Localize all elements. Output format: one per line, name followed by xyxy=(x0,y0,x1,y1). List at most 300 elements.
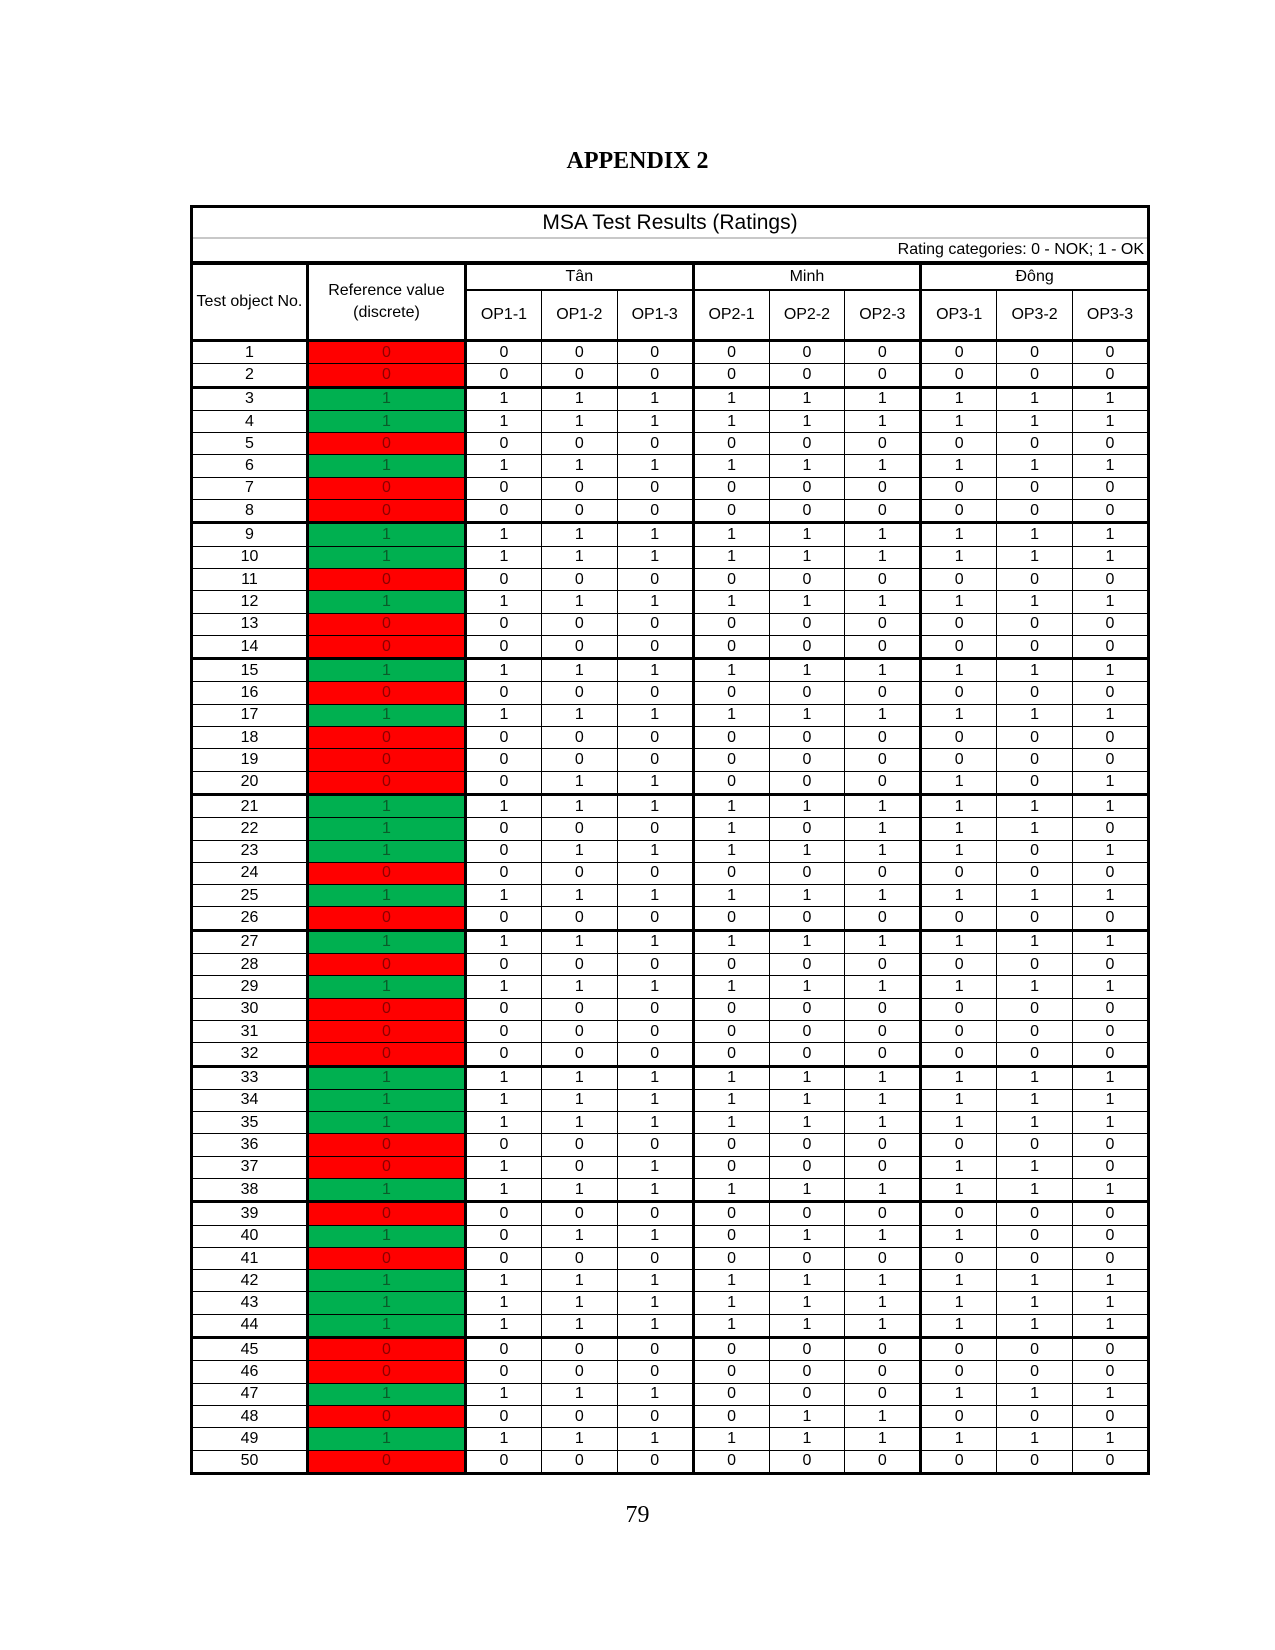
rating-cell: 1 xyxy=(769,659,845,682)
rating-cell: 0 xyxy=(466,613,542,635)
rating-cell: 0 xyxy=(997,1020,1073,1042)
rating-cell: 1 xyxy=(997,818,1073,840)
table-row xyxy=(192,1225,1149,1247)
rating-cell: 0 xyxy=(769,1202,845,1225)
rating-cell: 1 xyxy=(845,840,921,862)
rating-cell: 1 xyxy=(845,1405,921,1427)
rating-cell: 0 xyxy=(769,1338,845,1361)
rating-cell: 0 xyxy=(1073,613,1149,635)
rating-cell: 0 xyxy=(1073,1361,1149,1383)
rating-cell: 0 xyxy=(997,907,1073,930)
rating-cell: 1 xyxy=(693,1428,769,1450)
rating-cell: 1 xyxy=(921,1156,997,1178)
rating-cell: 0 xyxy=(769,862,845,884)
test-object-number: 46 xyxy=(192,1361,308,1383)
rating-cell: 1 xyxy=(693,659,769,682)
rating-cell: 0 xyxy=(997,568,1073,590)
rating-cell: 1 xyxy=(1073,523,1149,546)
reference-value-cell: 0 xyxy=(307,1134,465,1156)
test-object-number: 41 xyxy=(192,1247,308,1269)
reference-value-cell: 0 xyxy=(307,1156,465,1178)
rating-cell: 1 xyxy=(466,1383,542,1405)
rating-cell: 1 xyxy=(1073,930,1149,953)
rating-cell: 0 xyxy=(1073,1202,1149,1225)
reference-value-cell: 1 xyxy=(307,1112,465,1134)
rating-cell: 1 xyxy=(466,1066,542,1089)
header-reference-value: Reference value (discrete) xyxy=(307,263,465,341)
rating-cell: 0 xyxy=(466,907,542,930)
rating-cell: 0 xyxy=(466,1043,542,1066)
rating-cell: 1 xyxy=(617,930,693,953)
rating-cell: 0 xyxy=(845,1156,921,1178)
rating-cell: 1 xyxy=(769,976,845,998)
column-header-op1-3: OP1-3 xyxy=(617,290,693,341)
rating-cell: 0 xyxy=(617,907,693,930)
rating-cell: 0 xyxy=(769,1383,845,1405)
rating-cell: 1 xyxy=(541,1089,617,1111)
group-header-dong: Đông xyxy=(921,263,1149,290)
rating-cell: 0 xyxy=(693,341,769,364)
rating-cell: 0 xyxy=(997,727,1073,749)
rating-cell: 0 xyxy=(769,1156,845,1178)
reference-value-cell: 0 xyxy=(307,1361,465,1383)
rating-cell: 0 xyxy=(541,1338,617,1361)
rating-cell: 0 xyxy=(845,1202,921,1225)
rating-cell: 0 xyxy=(921,1338,997,1361)
rating-cell: 0 xyxy=(693,1338,769,1361)
table-row xyxy=(192,976,1149,998)
test-object-number: 2 xyxy=(192,364,308,387)
rating-cell: 1 xyxy=(769,1066,845,1089)
rating-cell: 1 xyxy=(769,1225,845,1247)
rating-cell: 1 xyxy=(466,885,542,907)
rating-cell: 0 xyxy=(921,862,997,884)
rating-cell: 0 xyxy=(769,1450,845,1473)
test-object-number: 19 xyxy=(192,749,308,771)
rating-cell: 1 xyxy=(845,1314,921,1337)
test-object-number: 17 xyxy=(192,704,308,726)
header-test-object: Test object No. xyxy=(192,263,308,341)
rating-cell: 1 xyxy=(921,976,997,998)
rating-cell: 1 xyxy=(693,387,769,410)
test-object-number: 29 xyxy=(192,976,308,998)
rating-cell: 1 xyxy=(617,1314,693,1337)
rating-cell: 1 xyxy=(693,840,769,862)
rating-cell: 0 xyxy=(1073,1405,1149,1427)
rating-cell: 0 xyxy=(845,749,921,771)
reference-value-cell: 1 xyxy=(307,885,465,907)
table-row xyxy=(192,907,1149,930)
reference-value-cell: 0 xyxy=(307,1202,465,1225)
reference-value-cell: 1 xyxy=(307,840,465,862)
rating-cell: 0 xyxy=(693,1043,769,1066)
rating-cell: 0 xyxy=(769,635,845,658)
test-object-number: 5 xyxy=(192,433,308,455)
rating-cell: 1 xyxy=(1073,410,1149,432)
column-header-op3-3: OP3-3 xyxy=(1073,290,1149,341)
rating-cell: 1 xyxy=(997,591,1073,613)
rating-cell: 1 xyxy=(997,387,1073,410)
rating-cell: 0 xyxy=(693,568,769,590)
rating-cell: 0 xyxy=(921,500,997,523)
rating-cell: 1 xyxy=(997,976,1073,998)
rating-cell: 0 xyxy=(769,1020,845,1042)
rating-cell: 0 xyxy=(845,907,921,930)
rating-cell: 0 xyxy=(617,998,693,1020)
table-row xyxy=(192,635,1149,658)
rating-cell: 1 xyxy=(769,794,845,817)
rating-cell: 0 xyxy=(541,1450,617,1473)
rating-cell: 0 xyxy=(466,1134,542,1156)
rating-cell: 1 xyxy=(541,387,617,410)
rating-cell: 1 xyxy=(1073,1089,1149,1111)
rating-cell: 1 xyxy=(997,1066,1073,1089)
rating-cell: 1 xyxy=(466,1089,542,1111)
rating-cell: 0 xyxy=(997,341,1073,364)
rating-cell: 0 xyxy=(541,998,617,1020)
rating-cell: 1 xyxy=(693,546,769,568)
rating-cell: 1 xyxy=(617,410,693,432)
rating-cell: 1 xyxy=(921,1314,997,1337)
reference-value-cell: 1 xyxy=(307,546,465,568)
column-header-op2-3: OP2-3 xyxy=(845,290,921,341)
rating-cell: 1 xyxy=(1073,1112,1149,1134)
rating-cell: 0 xyxy=(541,818,617,840)
table-row xyxy=(192,1338,1149,1361)
rating-cell: 0 xyxy=(1073,433,1149,455)
rating-cell: 0 xyxy=(541,862,617,884)
rating-cell: 1 xyxy=(1073,387,1149,410)
rating-cell: 1 xyxy=(466,546,542,568)
column-header-op2-1: OP2-1 xyxy=(693,290,769,341)
rating-cell: 1 xyxy=(769,523,845,546)
test-object-number: 27 xyxy=(192,930,308,953)
table-row xyxy=(192,659,1149,682)
reference-value-cell: 0 xyxy=(307,1450,465,1473)
rating-cell: 0 xyxy=(466,1020,542,1042)
reference-value-cell: 0 xyxy=(307,433,465,455)
rating-cell: 1 xyxy=(693,1112,769,1134)
rating-cell: 0 xyxy=(997,954,1073,976)
test-object-number: 44 xyxy=(192,1314,308,1337)
rating-cell: 0 xyxy=(921,1134,997,1156)
group-header-minh: Minh xyxy=(693,263,921,290)
rating-cell: 0 xyxy=(997,682,1073,704)
rating-cell: 1 xyxy=(617,546,693,568)
rating-cell: 1 xyxy=(769,930,845,953)
rating-cell: 1 xyxy=(769,1178,845,1201)
rating-cell: 0 xyxy=(1073,568,1149,590)
rating-cell: 1 xyxy=(693,818,769,840)
test-object-number: 28 xyxy=(192,954,308,976)
table-row xyxy=(192,930,1149,953)
rating-cell: 1 xyxy=(1073,794,1149,817)
rating-cell: 0 xyxy=(693,1405,769,1427)
rating-cell: 0 xyxy=(921,1361,997,1383)
reference-value-cell: 0 xyxy=(307,635,465,658)
rating-cell: 1 xyxy=(769,1089,845,1111)
rating-cell: 0 xyxy=(466,1338,542,1361)
rating-cell: 0 xyxy=(845,1338,921,1361)
rating-cell: 1 xyxy=(921,1066,997,1089)
rating-cell: 1 xyxy=(541,455,617,477)
rating-cell: 0 xyxy=(997,749,1073,771)
rating-cell: 0 xyxy=(921,635,997,658)
rating-cell: 0 xyxy=(997,862,1073,884)
rating-cell: 0 xyxy=(466,364,542,387)
rating-cell: 0 xyxy=(617,635,693,658)
rating-cell: 0 xyxy=(1073,1043,1149,1066)
test-object-number: 7 xyxy=(192,477,308,499)
rating-cell: 0 xyxy=(1073,500,1149,523)
test-object-number: 22 xyxy=(192,818,308,840)
reference-value-cell: 0 xyxy=(307,1338,465,1361)
rating-cell: 0 xyxy=(541,1247,617,1269)
reference-value-cell: 1 xyxy=(307,794,465,817)
test-object-number: 42 xyxy=(192,1270,308,1292)
rating-cell: 1 xyxy=(693,1178,769,1201)
rating-cell: 1 xyxy=(921,1383,997,1405)
rating-cell: 1 xyxy=(541,704,617,726)
rating-cell: 0 xyxy=(693,635,769,658)
rating-cell: 0 xyxy=(617,364,693,387)
rating-cell: 1 xyxy=(466,930,542,953)
reference-value-cell: 1 xyxy=(307,704,465,726)
table-row xyxy=(192,1428,1149,1450)
table-row xyxy=(192,1112,1149,1134)
rating-cell: 0 xyxy=(617,727,693,749)
rating-cell: 1 xyxy=(997,704,1073,726)
test-object-number: 10 xyxy=(192,546,308,568)
rating-cell: 0 xyxy=(845,364,921,387)
rating-cell: 0 xyxy=(845,613,921,635)
table-row xyxy=(192,885,1149,907)
test-object-number: 49 xyxy=(192,1428,308,1450)
rating-cell: 1 xyxy=(921,771,997,794)
rating-cell: 1 xyxy=(921,455,997,477)
rating-cell: 0 xyxy=(1073,1134,1149,1156)
table-row xyxy=(192,1066,1149,1089)
rating-cell: 1 xyxy=(845,1089,921,1111)
rating-cell: 0 xyxy=(997,840,1073,862)
rating-cell: 0 xyxy=(617,954,693,976)
rating-cell: 1 xyxy=(997,1270,1073,1292)
table-row xyxy=(192,727,1149,749)
test-object-number: 3 xyxy=(192,387,308,410)
rating-cell: 0 xyxy=(617,1020,693,1042)
rating-cell: 1 xyxy=(466,387,542,410)
rating-cell: 1 xyxy=(921,885,997,907)
rating-cell: 1 xyxy=(921,930,997,953)
test-object-number: 45 xyxy=(192,1338,308,1361)
rating-cell: 1 xyxy=(769,1112,845,1134)
rating-cell: 0 xyxy=(921,682,997,704)
rating-cell: 1 xyxy=(845,591,921,613)
test-object-number: 23 xyxy=(192,840,308,862)
rating-cell: 1 xyxy=(845,818,921,840)
rating-cell: 1 xyxy=(997,1156,1073,1178)
rating-cell: 0 xyxy=(693,477,769,499)
rating-cell: 1 xyxy=(466,591,542,613)
reference-value-cell: 1 xyxy=(307,523,465,546)
rating-cell: 0 xyxy=(693,364,769,387)
rating-cell: 1 xyxy=(845,523,921,546)
rating-cell: 1 xyxy=(1073,1428,1149,1450)
table-row xyxy=(192,1043,1149,1066)
rating-cell: 0 xyxy=(541,1134,617,1156)
rating-cell: 0 xyxy=(769,500,845,523)
rating-cell: 1 xyxy=(769,1270,845,1292)
rating-cell: 0 xyxy=(921,954,997,976)
table-row xyxy=(192,1134,1149,1156)
reference-value-cell: 1 xyxy=(307,1225,465,1247)
rating-cell: 0 xyxy=(769,998,845,1020)
table-row xyxy=(192,455,1149,477)
rating-cell: 1 xyxy=(541,1225,617,1247)
rating-cell: 1 xyxy=(997,1112,1073,1134)
rating-cell: 0 xyxy=(921,907,997,930)
rating-cell: 1 xyxy=(1073,455,1149,477)
table-row xyxy=(192,1089,1149,1111)
rating-cell: 1 xyxy=(921,1178,997,1201)
reference-value-cell: 0 xyxy=(307,727,465,749)
rating-cell: 1 xyxy=(1073,840,1149,862)
rating-cell: 0 xyxy=(466,682,542,704)
rating-cell: 1 xyxy=(769,410,845,432)
rating-cell: 1 xyxy=(541,840,617,862)
rating-cell: 0 xyxy=(845,1134,921,1156)
rating-cell: 0 xyxy=(693,1202,769,1225)
page-number: 79 xyxy=(625,1502,650,1528)
rating-cell: 1 xyxy=(769,387,845,410)
table-row xyxy=(192,749,1149,771)
rating-cell: 0 xyxy=(1073,1020,1149,1042)
rating-cell: 0 xyxy=(845,1020,921,1042)
rating-cell: 1 xyxy=(921,387,997,410)
test-object-number: 38 xyxy=(192,1178,308,1201)
table-row xyxy=(192,410,1149,432)
rating-cell: 0 xyxy=(466,1450,542,1473)
rating-cell: 0 xyxy=(541,1361,617,1383)
table-row xyxy=(192,1178,1149,1201)
rating-cell: 0 xyxy=(769,682,845,704)
reference-value-cell: 0 xyxy=(307,1043,465,1066)
rating-cell: 0 xyxy=(769,341,845,364)
rating-cell: 1 xyxy=(617,659,693,682)
rating-cell: 1 xyxy=(997,1314,1073,1337)
rating-cell: 0 xyxy=(1073,998,1149,1020)
rating-cell: 0 xyxy=(997,433,1073,455)
rating-cell: 0 xyxy=(693,1450,769,1473)
rating-cell: 1 xyxy=(845,1066,921,1089)
rating-cell: 0 xyxy=(541,433,617,455)
rating-cell: 0 xyxy=(1073,749,1149,771)
rating-cell: 1 xyxy=(693,591,769,613)
table-row xyxy=(192,682,1149,704)
rating-cell: 1 xyxy=(693,1270,769,1292)
rating-cell: 1 xyxy=(617,1156,693,1178)
rating-cell: 0 xyxy=(1073,682,1149,704)
rating-cell: 0 xyxy=(997,1361,1073,1383)
test-object-number: 24 xyxy=(192,862,308,884)
rating-cell: 0 xyxy=(769,568,845,590)
rating-cell: 0 xyxy=(541,1202,617,1225)
rating-cell: 1 xyxy=(466,659,542,682)
rating-cell: 0 xyxy=(466,1247,542,1269)
rating-cell: 0 xyxy=(541,500,617,523)
rating-cell: 1 xyxy=(845,704,921,726)
rating-cell: 0 xyxy=(693,433,769,455)
table-row xyxy=(192,1020,1149,1042)
rating-cell: 1 xyxy=(921,840,997,862)
rating-cell: 1 xyxy=(617,885,693,907)
test-object-number: 1 xyxy=(192,341,308,364)
test-object-number: 15 xyxy=(192,659,308,682)
rating-cell: 1 xyxy=(617,1178,693,1201)
rating-cell: 0 xyxy=(693,500,769,523)
test-object-number: 26 xyxy=(192,907,308,930)
reference-value-cell: 0 xyxy=(307,771,465,794)
rating-cell: 0 xyxy=(769,1134,845,1156)
reference-value-cell: 0 xyxy=(307,1247,465,1269)
rating-cell: 1 xyxy=(541,1066,617,1089)
rating-cell: 1 xyxy=(541,1383,617,1405)
rating-cell: 1 xyxy=(541,1178,617,1201)
rating-cell: 1 xyxy=(693,1314,769,1337)
rating-cell: 1 xyxy=(617,1383,693,1405)
rating-cell: 0 xyxy=(617,1202,693,1225)
reference-value-cell: 1 xyxy=(307,818,465,840)
rating-cell: 1 xyxy=(617,976,693,998)
rating-cell: 1 xyxy=(1073,1292,1149,1314)
rating-cell: 1 xyxy=(921,1112,997,1134)
rating-cell: 1 xyxy=(541,771,617,794)
rating-cell: 0 xyxy=(921,364,997,387)
rating-cell: 1 xyxy=(1073,771,1149,794)
rating-cell: 1 xyxy=(769,704,845,726)
rating-cell: 0 xyxy=(617,1450,693,1473)
rating-cell: 0 xyxy=(466,818,542,840)
test-object-number: 33 xyxy=(192,1066,308,1089)
rating-cell: 0 xyxy=(466,862,542,884)
rating-cell: 1 xyxy=(693,523,769,546)
rating-cell: 1 xyxy=(617,1270,693,1292)
rating-cell: 1 xyxy=(541,1292,617,1314)
rating-cell: 1 xyxy=(921,1089,997,1111)
test-object-number: 8 xyxy=(192,500,308,523)
test-object-number: 35 xyxy=(192,1112,308,1134)
reference-value-cell: 1 xyxy=(307,659,465,682)
rating-cell: 0 xyxy=(845,998,921,1020)
reference-value-cell: 0 xyxy=(307,500,465,523)
test-object-number: 32 xyxy=(192,1043,308,1066)
table-row xyxy=(192,840,1149,862)
table-row xyxy=(192,591,1149,613)
rating-cell: 0 xyxy=(997,1405,1073,1427)
rating-cell: 0 xyxy=(466,840,542,862)
rating-cell: 0 xyxy=(997,771,1073,794)
rating-cell: 0 xyxy=(997,635,1073,658)
rating-cell: 1 xyxy=(769,1292,845,1314)
reference-value-cell: 1 xyxy=(307,1314,465,1337)
test-object-number: 48 xyxy=(192,1405,308,1427)
rating-cell: 1 xyxy=(617,1225,693,1247)
rating-cell: 0 xyxy=(921,1020,997,1042)
rating-cell: 0 xyxy=(845,1361,921,1383)
rating-cell: 1 xyxy=(769,455,845,477)
rating-cell: 0 xyxy=(693,1247,769,1269)
rating-cell: 1 xyxy=(466,523,542,546)
